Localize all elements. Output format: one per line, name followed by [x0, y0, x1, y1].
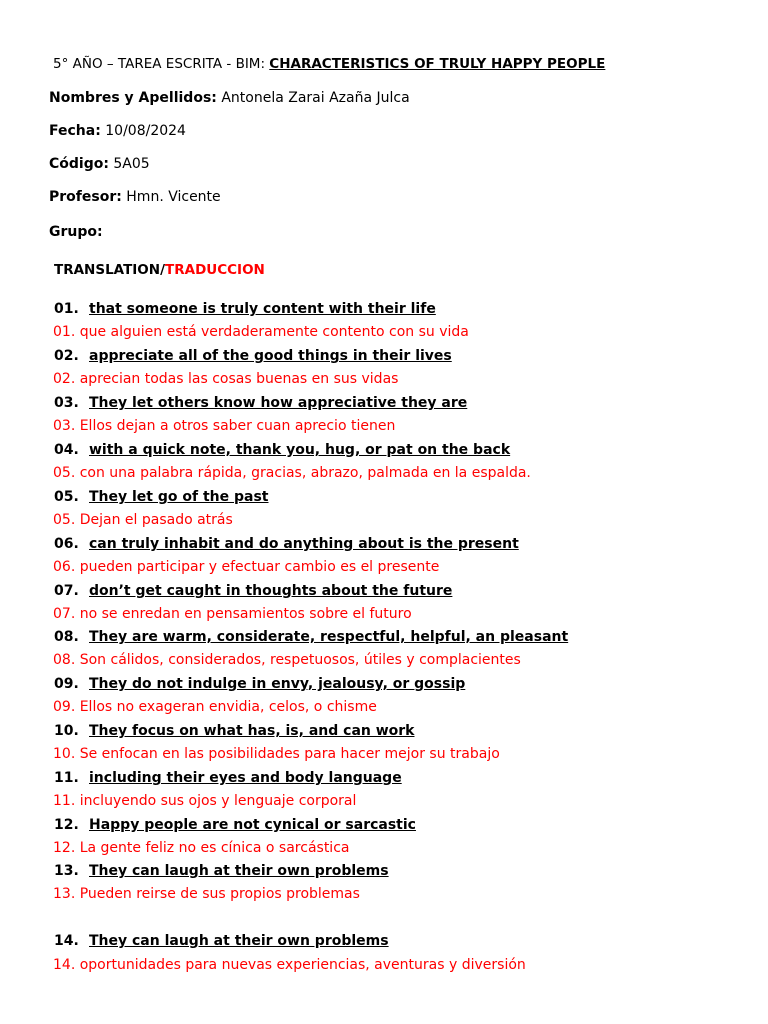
item-english-line — [54, 675, 465, 693]
item-number: 09. — [54, 676, 79, 692]
item-english-text: They are warm, considerate, respectful, helpful, an pleasant — [89, 629, 569, 645]
item-number: 13. — [54, 863, 79, 879]
item-number: 01. — [54, 301, 79, 317]
item-number: 06. — [54, 536, 79, 552]
field-value: 10/08/2024 — [100, 123, 186, 139]
item-english-line — [54, 769, 402, 787]
item-translation: 13. Pueden reirse de sus propios problemas — [53, 886, 360, 902]
item-number: 05. — [54, 489, 79, 505]
item-number: 12. — [54, 817, 79, 833]
item-english-line — [54, 582, 452, 600]
section-heading — [54, 261, 265, 279]
item-number: 03. — [54, 395, 79, 411]
item-english-line — [54, 300, 436, 318]
item-english-line — [54, 535, 519, 553]
field-label: Profesor: — [49, 189, 122, 205]
item-english-line — [54, 488, 269, 506]
field-code — [49, 155, 150, 173]
item-english-line — [54, 722, 415, 740]
header-prefix: 5° AÑO – TAREA ESCRITA - BIM: — [53, 56, 270, 72]
document-header — [53, 55, 605, 73]
item-number: 14. — [54, 933, 79, 949]
field-value: 5A05 — [108, 156, 150, 172]
item-english-line — [54, 862, 389, 880]
item-english-line — [54, 816, 416, 834]
field-label: Fecha: — [49, 123, 101, 139]
item-english-text: that someone is truly content with their life — [89, 301, 436, 317]
item-number: 07. — [54, 583, 79, 599]
item-english-text: They let go of the past — [89, 489, 269, 505]
item-translation: 14. oportunidades para nuevas experiencias, aventuras y diversión — [53, 957, 526, 973]
item-english-text: They can laugh at their own problems — [89, 933, 389, 949]
item-english-line — [54, 347, 452, 365]
item-english-line — [54, 441, 510, 459]
item-translation: 03. Ellos dejan a otros saber cuan aprecio tienen — [53, 418, 396, 434]
item-translation: 09. Ellos no exageran envidia, celos, o chisme — [53, 699, 377, 715]
field-group — [49, 223, 103, 241]
item-english-text: appreciate all of the good things in their lives — [89, 348, 452, 364]
field-names — [49, 89, 410, 107]
item-english-text: with a quick note, thank you, hug, or pat on the back — [89, 442, 511, 458]
document-title: CHARACTERISTICS OF TRULY HAPPY PEOPLE — [269, 56, 606, 72]
item-translation: 05. con una palabra rápida, gracias, abrazo, palmada en la espalda. — [53, 465, 531, 481]
item-translation: 11. incluyendo sus ojos y lenguaje corporal — [53, 793, 357, 809]
item-english-text: can truly inhabit and do anything about is the present — [89, 536, 519, 552]
item-translation: 01. que alguien está verdaderamente contento con su vida — [53, 324, 469, 340]
item-english-line — [54, 628, 568, 646]
item-translation: 07. no se enredan en pensamientos sobre el futuro — [53, 606, 412, 622]
section-label-english: TRANSLATION/ — [54, 262, 166, 278]
item-translation: 12. La gente feliz no es cínica o sarcástica — [53, 840, 350, 856]
item-translation: 05. Dejan el pasado atrás — [53, 512, 233, 528]
item-number: 04. — [54, 442, 79, 458]
item-number: 08. — [54, 629, 79, 645]
item-english-text: They can laugh at their own problems — [89, 863, 389, 879]
item-translation: 10. Se enfocan en las posibilidades para hacer mejor su trabajo — [53, 746, 500, 762]
item-english-text: They let others know how appreciative they are — [89, 395, 468, 411]
item-number: 10. — [54, 723, 79, 739]
field-value: Hmn. Vicente — [121, 189, 221, 205]
item-english-text: They focus on what has, is, and can work — [89, 723, 415, 739]
section-label-spanish: TRADUCCION — [165, 262, 265, 278]
item-translation: 06. pueden participar y efectuar cambio es el presente — [53, 559, 440, 575]
item-english-text: including their eyes and body language — [89, 770, 402, 786]
field-teacher — [49, 188, 221, 206]
field-label: Código: — [49, 156, 109, 172]
item-translation: 08. Son cálidos, considerados, respetuosos, útiles y complacientes — [53, 652, 521, 668]
item-number: 11. — [54, 770, 79, 786]
field-label: Grupo: — [49, 224, 103, 240]
field-label: Nombres y Apellidos: — [49, 90, 217, 106]
field-date — [49, 122, 186, 140]
field-value: Antonela Zarai Azaña Julca — [216, 90, 410, 106]
item-english-text: Happy people are not cynical or sarcastic — [89, 817, 416, 833]
item-english-text: They do not indulge in envy, jealousy, or gossip — [89, 676, 466, 692]
item-english-line — [54, 394, 467, 412]
item-translation: 02. aprecian todas las cosas buenas en sus vidas — [53, 371, 399, 387]
item-english-line — [54, 932, 389, 950]
item-english-text: don’t get caught in thoughts about the future — [89, 583, 453, 599]
item-number: 02. — [54, 348, 79, 364]
